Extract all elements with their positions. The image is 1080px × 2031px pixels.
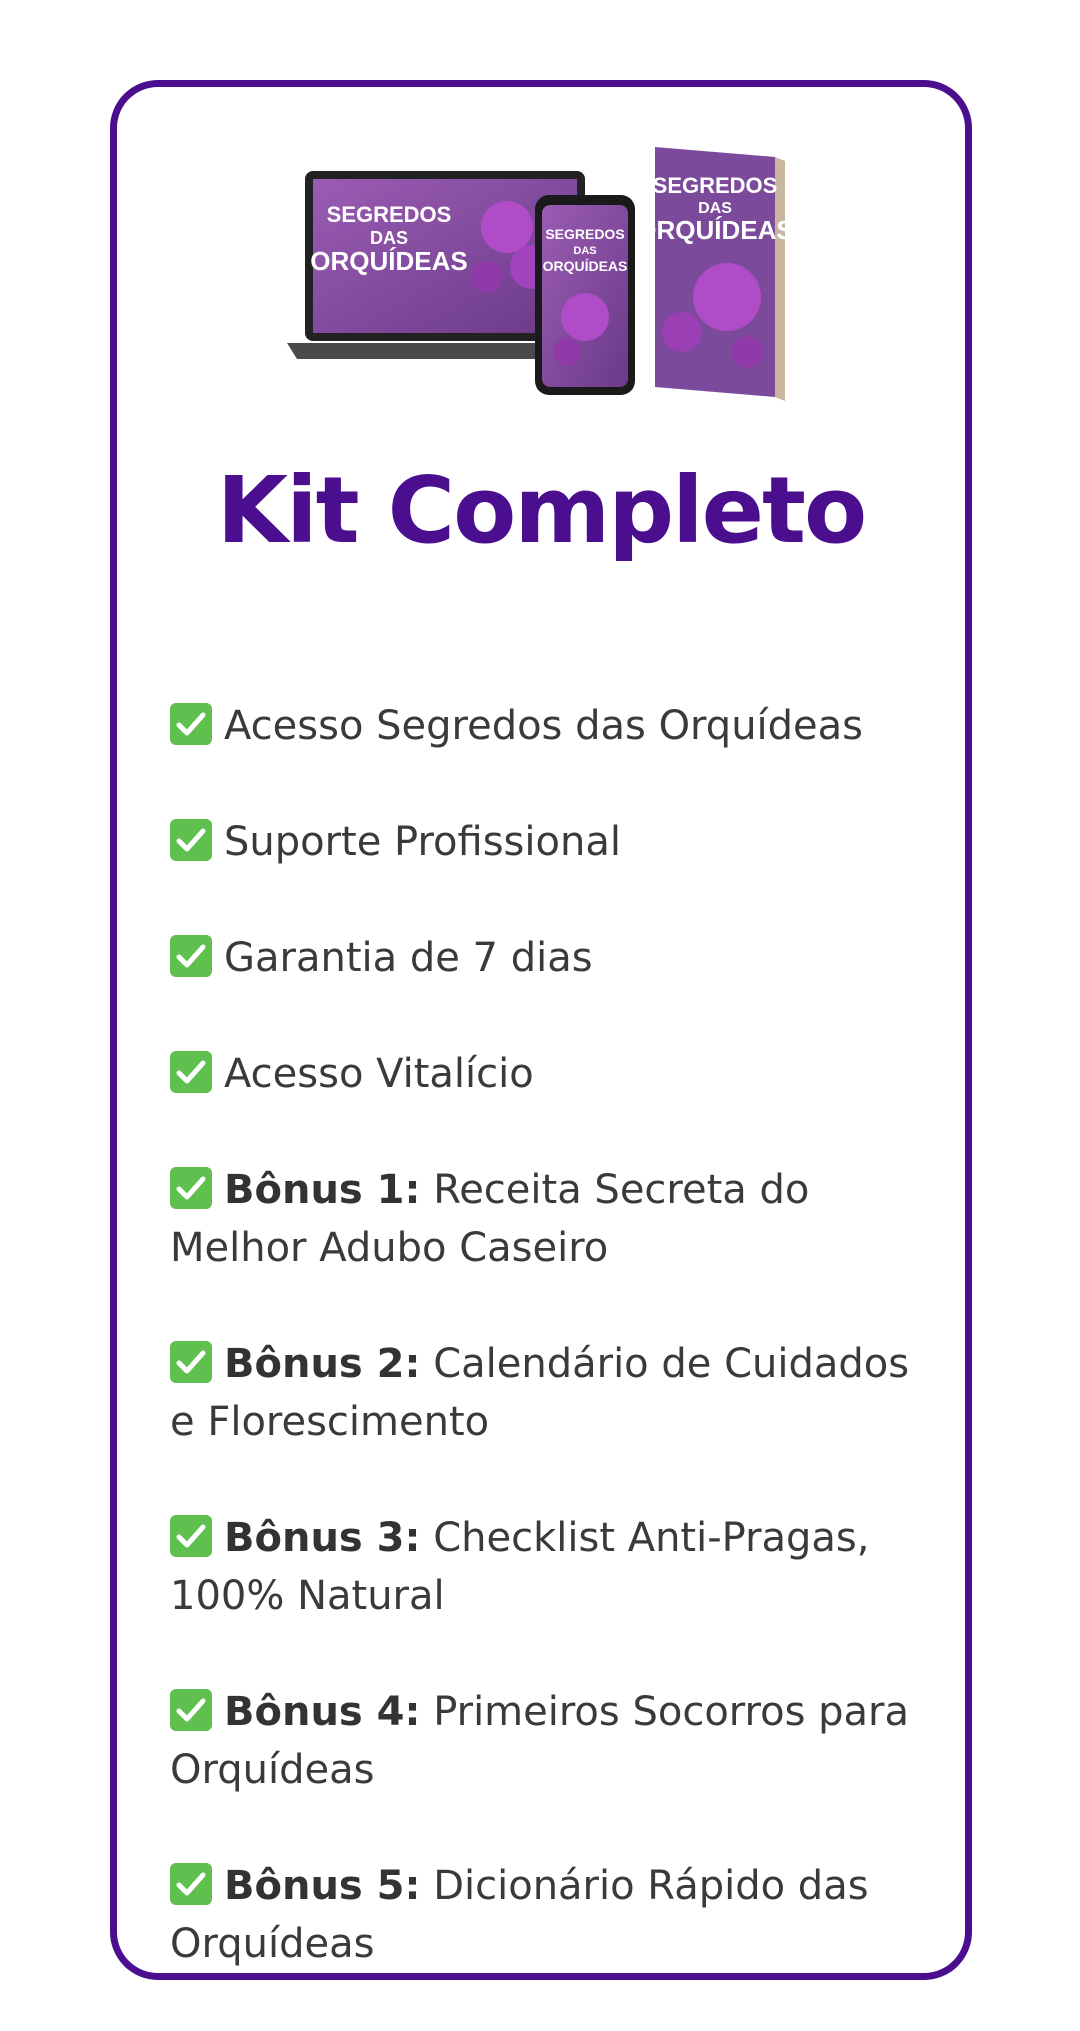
item-text: Garantia de 7 dias	[224, 935, 593, 981]
item-text: Calendário de Cuidados e Florescimento	[170, 1341, 910, 1445]
item-text: Acesso Segredos das Orquídeas	[224, 703, 864, 749]
list-item	[170, 813, 930, 871]
list-item	[170, 697, 930, 755]
item-text: Suporte Profissional	[224, 819, 621, 865]
laptop-title-line1: SEGREDOS	[326, 202, 452, 227]
book-title-line3: ORQUÍDEAS	[636, 215, 794, 245]
list-item	[170, 1161, 930, 1277]
list-item	[170, 1857, 930, 1973]
item-text: Acesso Vitalício	[224, 1051, 534, 1097]
check-mark-icon	[170, 935, 212, 977]
check-mark-icon	[170, 1341, 212, 1383]
item-bold-label: Bônus 1:	[224, 1167, 421, 1213]
check-mark-icon	[170, 703, 212, 745]
item-text: Receita Secreta do Melhor Adubo Caseiro	[170, 1167, 810, 1271]
check-mark-icon	[170, 1863, 212, 1905]
benefits-list	[170, 697, 930, 2031]
offer-card	[110, 80, 972, 1980]
list-item	[170, 929, 930, 987]
item-text: Checklist Anti-Pragas, 100% Natural	[170, 1515, 870, 1619]
item-bold-label: Bônus 4:	[224, 1689, 421, 1735]
phone-title-line1: SEGREDOS	[545, 226, 625, 242]
check-mark-icon	[170, 1051, 212, 1093]
laptop-title-line2: DAS	[369, 228, 409, 248]
phone-title-line2: DAS	[573, 245, 597, 257]
phone-title-line3: ORQUÍDEAS	[542, 258, 628, 274]
check-mark-icon	[170, 1167, 212, 1209]
list-item	[170, 1683, 930, 1799]
item-bold-label: Bônus 5:	[224, 1863, 421, 1909]
book-title-line1: SEGREDOS	[652, 173, 778, 198]
list-item	[170, 1045, 930, 1103]
product-mockup-image	[277, 147, 797, 407]
item-text: Primeiros Socorros para Orquídeas	[170, 1689, 909, 1793]
check-mark-icon	[170, 1689, 212, 1731]
item-bold-label: Bônus 2:	[224, 1341, 421, 1387]
check-mark-icon	[170, 819, 212, 861]
item-bold-label: Bônus 3:	[224, 1515, 421, 1561]
book-title-line2: DAS	[698, 200, 732, 217]
kit-title: Kit Completo	[216, 457, 866, 564]
check-mark-icon	[170, 1515, 212, 1557]
item-text: Dicionário Rápido das Orquídeas	[170, 1863, 869, 1967]
list-item	[170, 1335, 930, 1451]
laptop-title-line3: ORQUÍDEAS	[310, 246, 468, 276]
list-item	[170, 1509, 930, 1625]
book-mockup	[636, 147, 793, 401]
phone-mockup	[535, 195, 635, 395]
